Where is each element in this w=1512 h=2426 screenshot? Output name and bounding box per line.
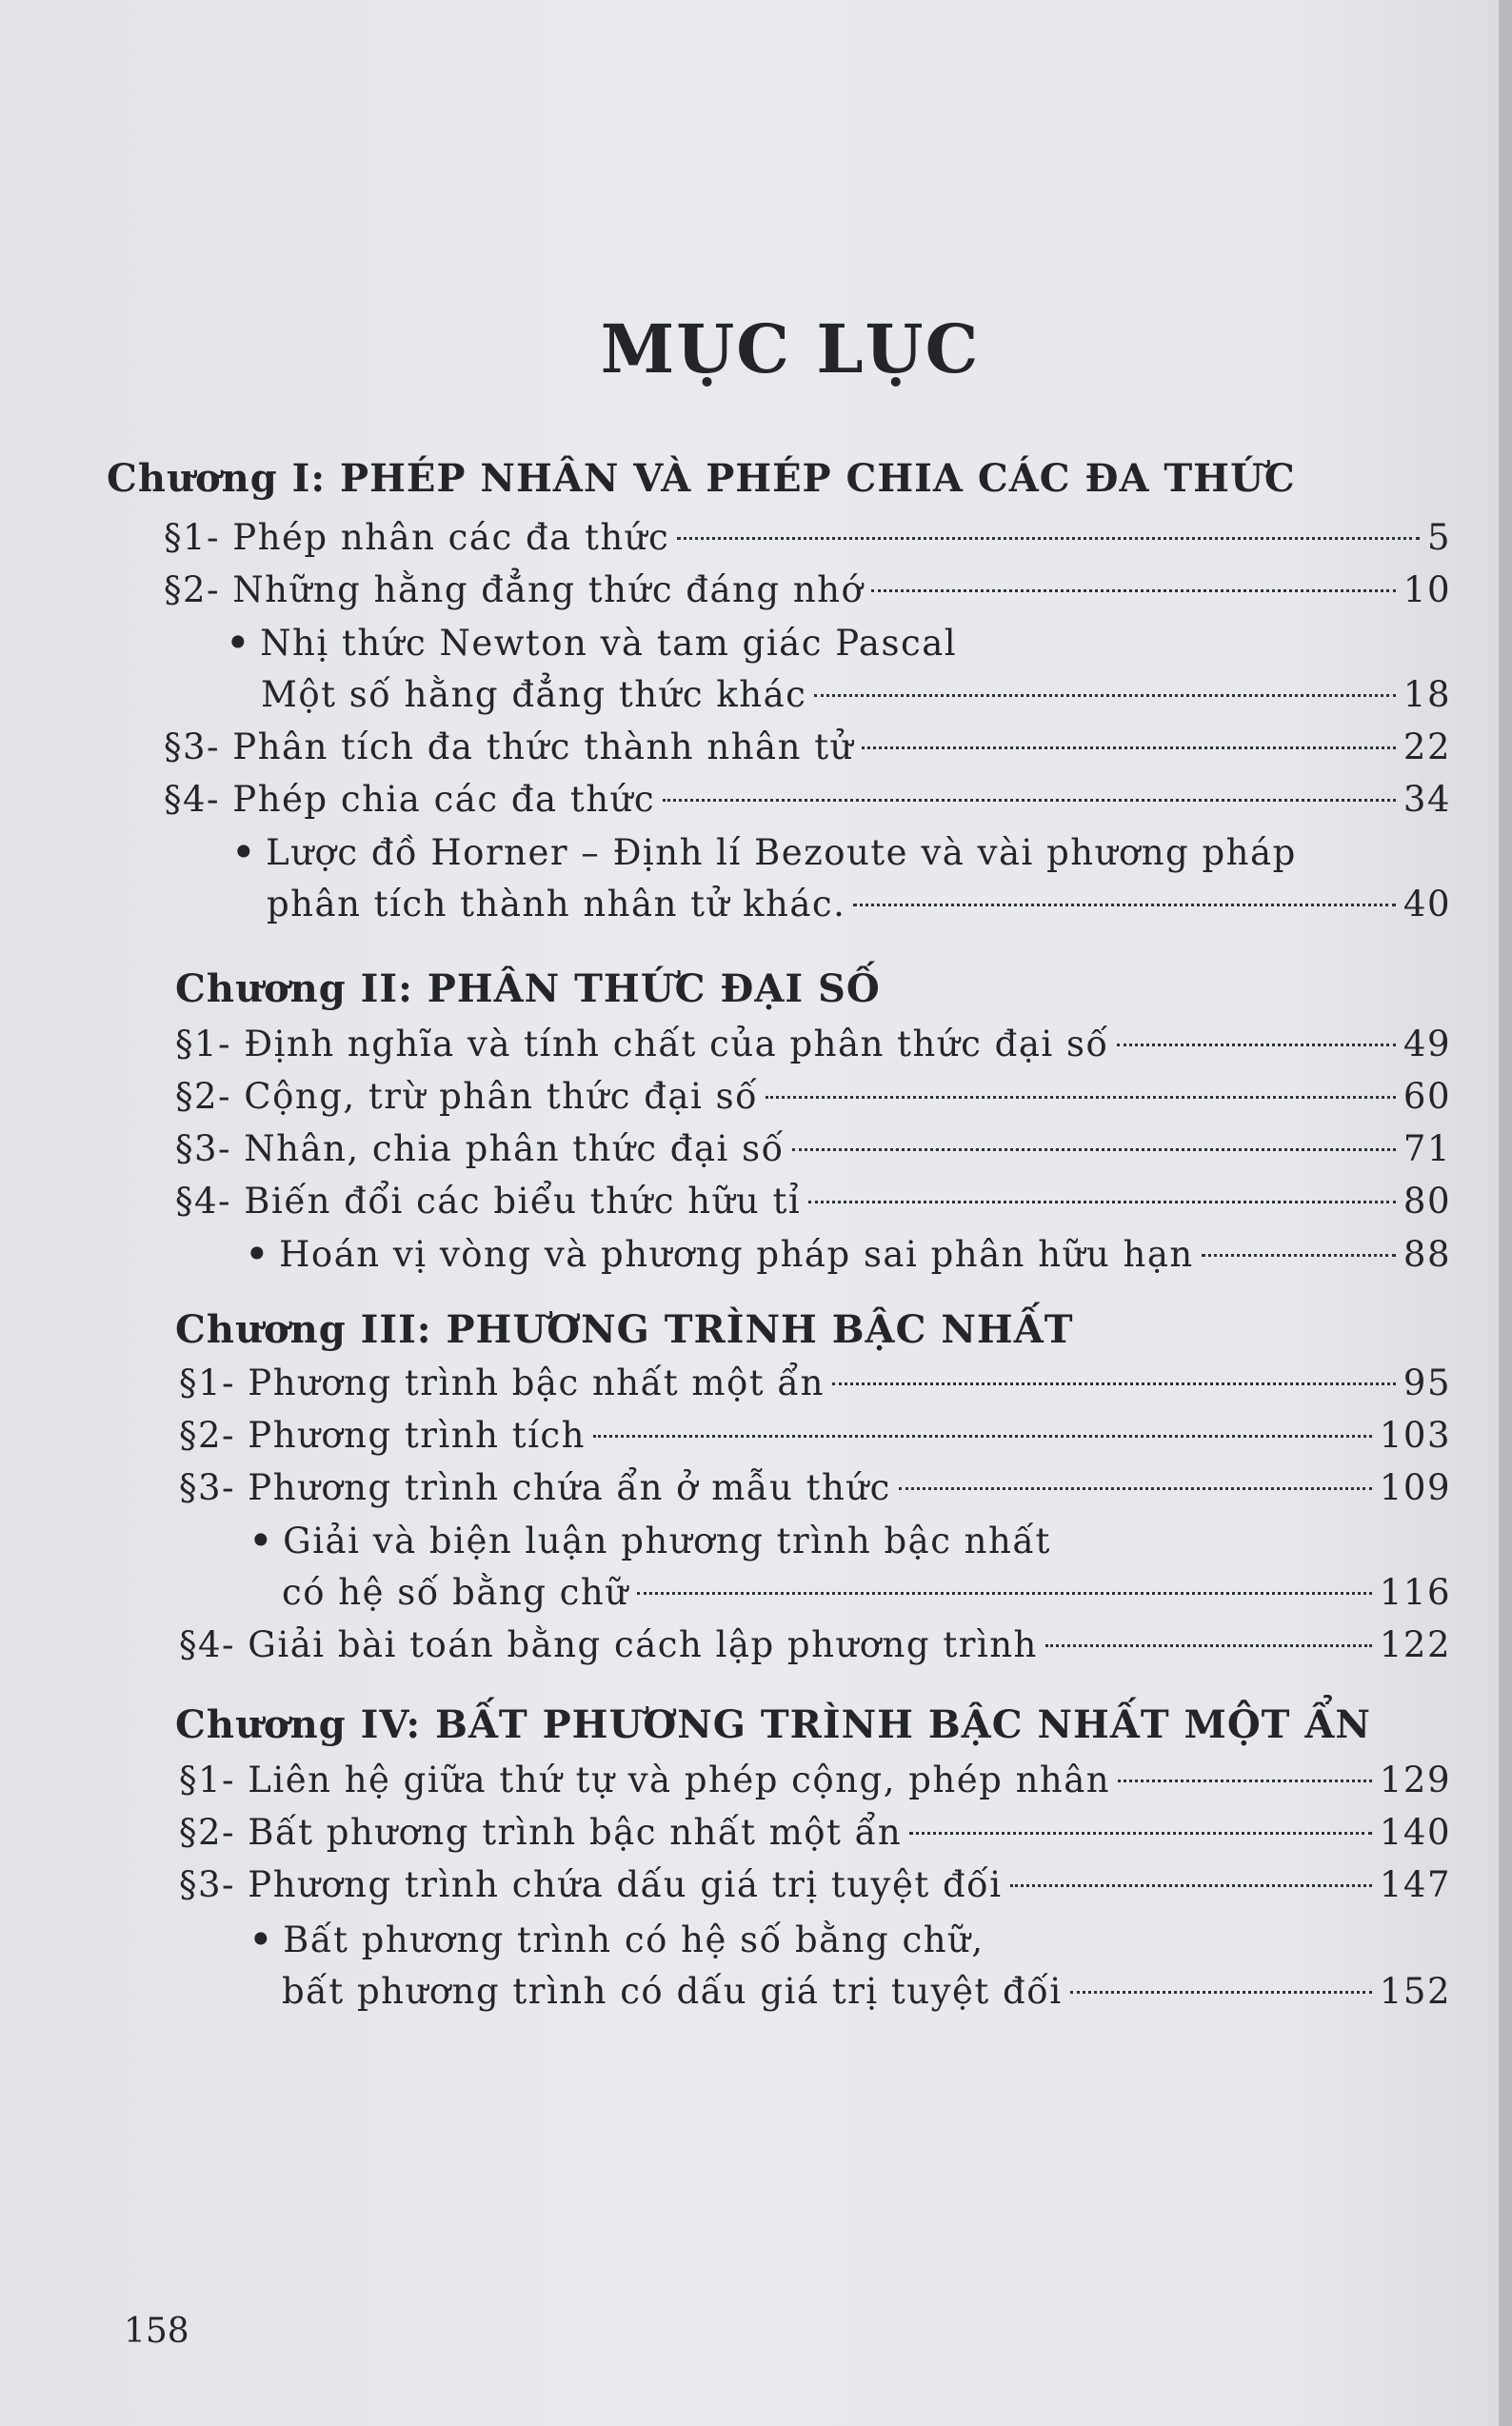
toc-entry[interactable] <box>179 1360 1451 1407</box>
entry-page: 116 <box>1379 1572 1451 1613</box>
entry-label: §3- Phân tích đa thức thành nhân tử <box>164 726 854 767</box>
toc-entry[interactable] <box>179 1861 1451 1909</box>
bullet-icon: • <box>246 1233 270 1275</box>
toc-entry[interactable] <box>179 1464 1451 1512</box>
leader-dots <box>832 1382 1396 1385</box>
toc-entry[interactable] <box>282 1569 1451 1617</box>
entry-label-line2: bất phương trình có dấu giá trị tuyệt đối <box>282 1971 1063 2012</box>
leader-dots <box>1010 1884 1372 1887</box>
entry-label-line2: Một số hằng đẳng thức khác <box>261 674 807 715</box>
leader-dots <box>677 537 1420 540</box>
page-title: MỤC LỤC <box>600 309 981 388</box>
leader-dots <box>871 589 1396 592</box>
toc-entry[interactable] <box>175 1178 1451 1225</box>
bullet-icon: • <box>249 1919 274 1960</box>
leader-dots <box>1117 1044 1396 1046</box>
entry-label: §1- Phép nhân các đa thức <box>164 517 670 558</box>
entry-label: §3- Nhân, chia phân thức đại số <box>175 1128 785 1169</box>
leader-dots <box>814 694 1396 697</box>
entry-label: §2- Bất phương trình bậc nhất một ẩn <box>179 1812 903 1853</box>
entry-page: 88 <box>1403 1234 1451 1275</box>
entry-page: 147 <box>1379 1864 1451 1905</box>
entry-label: §3- Phương trình chứa dấu giá trị tuyệt đối <box>179 1864 1003 1905</box>
entry-page: 18 <box>1403 674 1451 715</box>
toc-entry[interactable] <box>164 567 1451 614</box>
leader-dots <box>663 799 1396 802</box>
entry-page: 80 <box>1403 1181 1451 1222</box>
entry-page: 109 <box>1379 1467 1451 1508</box>
leader-dots <box>1202 1254 1396 1257</box>
toc-entry[interactable] <box>246 1230 1451 1278</box>
entry-label: §1- Phương trình bậc nhất một ẩn <box>179 1362 825 1403</box>
sub-entry-first-line <box>232 828 1297 876</box>
chapter-heading: Chương III: PHƯƠNG TRÌNH BẬC NHẤT <box>175 1307 1074 1352</box>
toc-entry[interactable] <box>261 671 1451 719</box>
bullet-icon: • <box>249 1520 274 1561</box>
entry-label-line2: phân tích thành nhân tử khác. <box>267 884 846 925</box>
entry-label <box>246 1230 1194 1279</box>
leader-dots <box>853 904 1395 906</box>
toc-entry[interactable] <box>164 514 1451 562</box>
entry-page: 140 <box>1379 1812 1451 1853</box>
entry-label-line1: Nhị thức Newton và tam giác Pascal <box>260 623 958 664</box>
leader-dots <box>637 1592 1372 1595</box>
toc-entry[interactable] <box>175 1073 1451 1121</box>
leader-dots <box>909 1832 1372 1835</box>
page-number: 158 <box>124 2312 189 2351</box>
bullet-icon: • <box>227 622 251 664</box>
leader-dots <box>593 1435 1372 1438</box>
leader-dots <box>1045 1644 1372 1647</box>
leader-dots <box>1070 1991 1372 1994</box>
leader-dots <box>862 746 1396 749</box>
entry-page: 103 <box>1379 1415 1451 1456</box>
entry-page: 40 <box>1403 884 1451 925</box>
toc-entry[interactable] <box>164 724 1451 771</box>
entry-page: 49 <box>1403 1024 1451 1064</box>
entry-label: §2- Phương trình tích <box>179 1415 586 1456</box>
entry-label: §3- Phương trình chứa ẩn ở mẫu thức <box>179 1467 891 1508</box>
leader-dots <box>792 1148 1396 1151</box>
toc-entry[interactable] <box>267 881 1451 928</box>
entry-label-line1: Giải và biện luận phương trình bậc nhất <box>283 1521 1051 1561</box>
entry-label-line2: có hệ số bằng chữ <box>282 1572 629 1613</box>
entry-page: 152 <box>1379 1971 1451 2012</box>
chapter-heading: Chương II: PHÂN THỨC ĐẠI SỐ <box>175 966 881 1011</box>
toc-entry[interactable] <box>282 1968 1451 2016</box>
toc-entry[interactable] <box>179 1757 1451 1804</box>
entry-label: §2- Cộng, trừ phân thức đại số <box>175 1076 759 1117</box>
entry-label: §4- Phép chia các đa thức <box>164 779 656 820</box>
bullet-icon: • <box>232 831 257 873</box>
leader-dots <box>766 1096 1396 1099</box>
entry-page: 10 <box>1403 569 1451 610</box>
entry-label-line1: Bất phương trình có hệ số bằng chữ, <box>283 1919 985 1960</box>
toc-entry[interactable] <box>175 1125 1451 1173</box>
entry-page: 71 <box>1403 1128 1451 1169</box>
toc-entry[interactable] <box>175 1021 1451 1068</box>
sub-entry-first-line <box>249 1517 1051 1564</box>
entry-label-text: Hoán vị vòng và phương pháp sai phân hữu hạn <box>279 1234 1194 1275</box>
entry-page: 22 <box>1403 726 1451 767</box>
entry-label: §4- Biến đổi các biểu thức hữu tỉ <box>175 1181 802 1222</box>
entry-page: 60 <box>1403 1076 1451 1117</box>
entry-label: §4- Giải bài toán bằng cách lập phương trình <box>179 1624 1038 1665</box>
leader-dots <box>1118 1780 1372 1782</box>
entry-page: 122 <box>1379 1624 1451 1665</box>
sub-entry-first-line <box>227 619 957 666</box>
leader-dots <box>899 1487 1372 1490</box>
entry-label: §1- Liên hệ giữa thứ tự và phép cộng, phép nhân <box>179 1760 1111 1800</box>
chapter-heading: Chương IV: BẤT PHƯƠNG TRÌNH BẬC NHẤT MỘT ẨN <box>175 1702 1371 1747</box>
toc-entry[interactable] <box>179 1412 1451 1460</box>
entry-label-line1: Lược đồ Horner – Định lí Bezoute và vài phương pháp <box>266 832 1297 873</box>
entry-label: §2- Những hằng đẳng thức đáng nhớ <box>164 569 865 610</box>
toc-entry[interactable] <box>179 1809 1451 1857</box>
sub-entry-first-line <box>249 1916 985 1963</box>
leader-dots <box>808 1201 1396 1203</box>
entry-page: 129 <box>1379 1760 1451 1800</box>
chapter-heading: Chương I: PHÉP NHÂN VÀ PHÉP CHIA CÁC ĐA THỨC <box>107 456 1296 501</box>
entry-page: 34 <box>1403 779 1451 820</box>
toc-entry[interactable] <box>164 776 1451 824</box>
entry-page: 95 <box>1403 1362 1451 1403</box>
entry-label: §1- Định nghĩa và tính chất của phân thức đại số <box>175 1024 1109 1064</box>
toc-entry[interactable] <box>179 1621 1451 1669</box>
entry-page: 5 <box>1426 517 1451 558</box>
